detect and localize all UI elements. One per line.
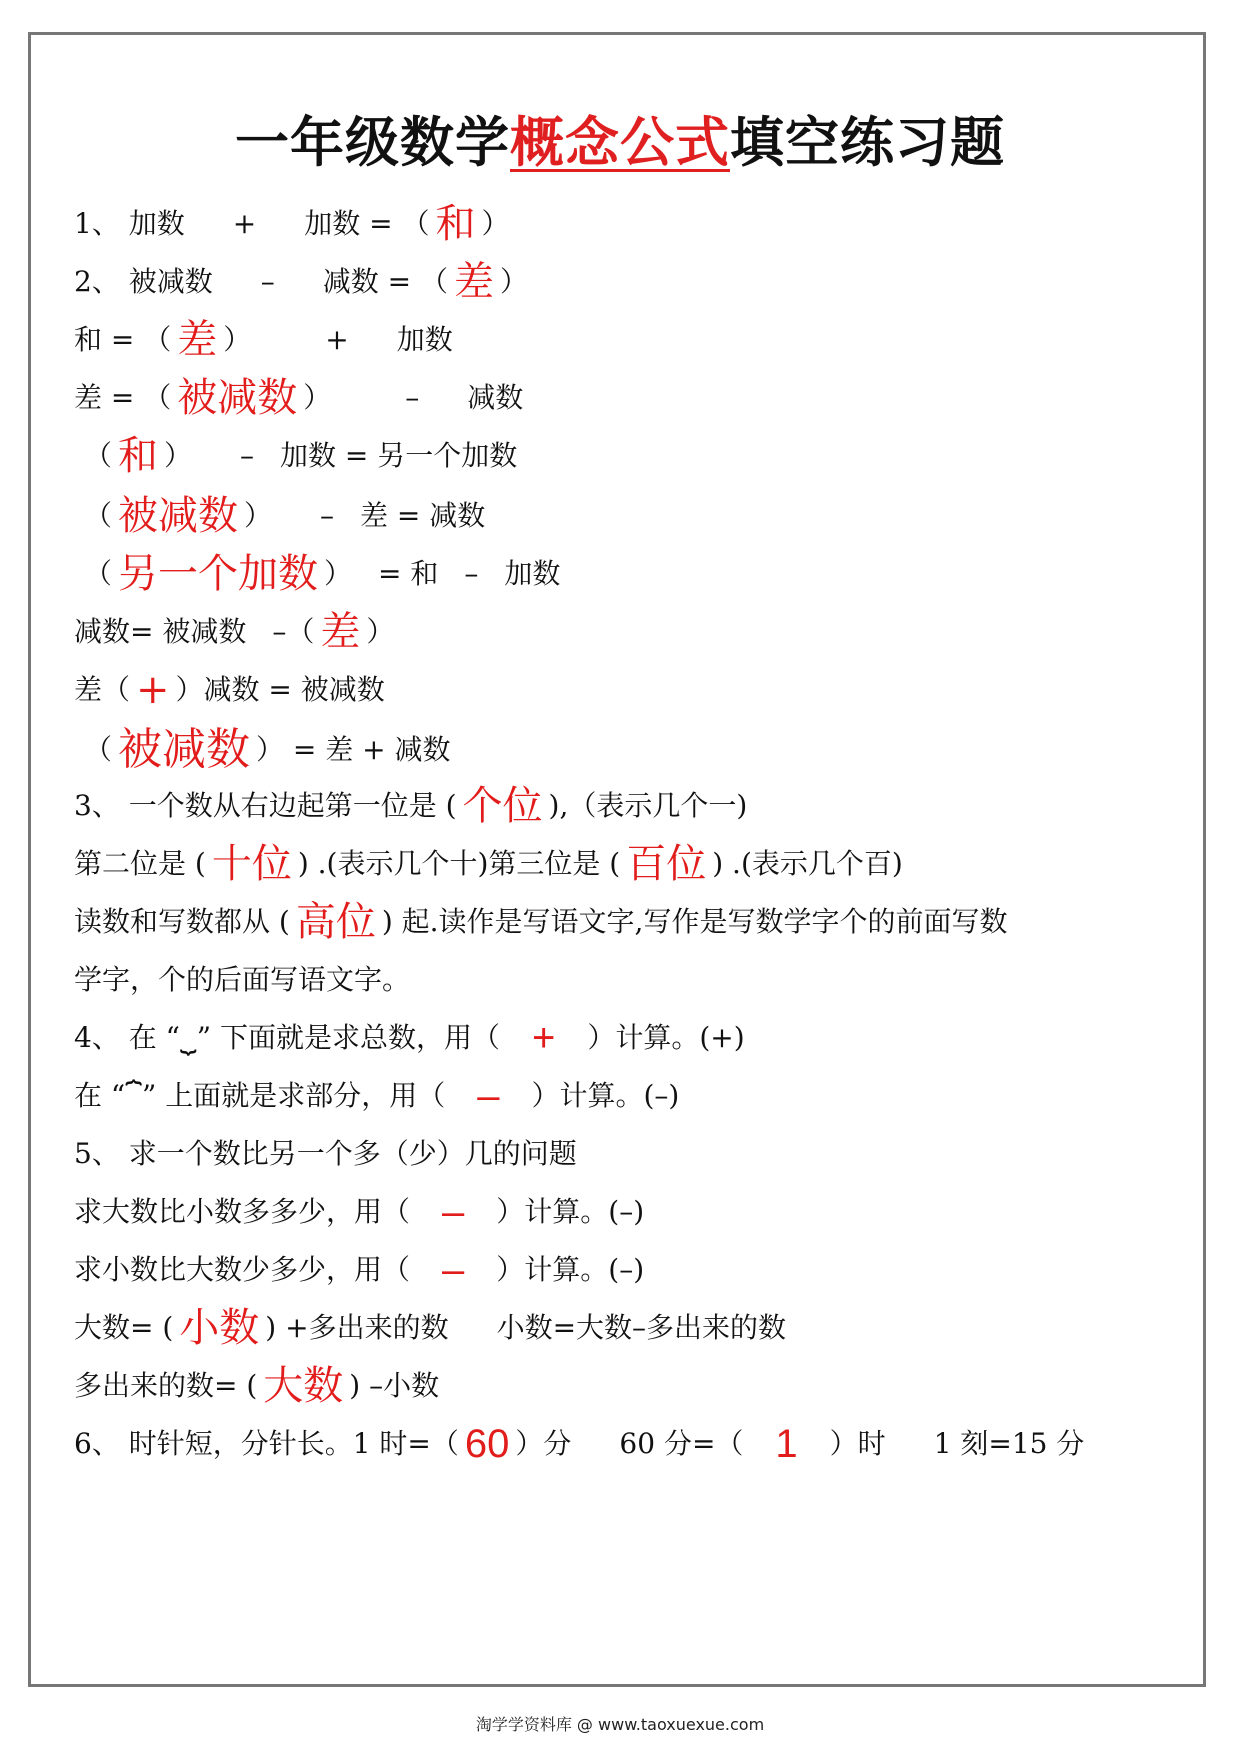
text: ）分	[515, 1427, 572, 1460]
text: ）	[303, 381, 332, 414]
operator: –	[464, 557, 479, 590]
text: 差 = （	[74, 381, 172, 414]
formula-line	[84, 544, 560, 604]
answer: 高位	[295, 899, 376, 945]
operator: –	[405, 381, 420, 414]
text: ）	[223, 323, 252, 356]
text: （	[84, 439, 113, 472]
answer: 个位	[462, 783, 543, 829]
question-5-line-4	[74, 1298, 786, 1358]
formula-line	[84, 720, 451, 780]
question-5-line-5	[74, 1356, 439, 1416]
title-suffix: 填空练习题	[730, 111, 1005, 174]
question-3	[74, 776, 747, 836]
text: ）	[244, 499, 273, 532]
text: –（	[272, 615, 315, 648]
answer: +	[531, 1016, 556, 1060]
text: ）	[324, 557, 353, 590]
text: 大数= (	[74, 1311, 174, 1344]
text: ）	[164, 439, 193, 472]
text: 小数=大数–多出来的数	[496, 1311, 787, 1344]
operator: +	[325, 323, 349, 356]
text: 加数 = 另一个加数	[280, 439, 518, 472]
answer: 和	[118, 433, 159, 479]
text: 读数和写数都从 (	[74, 905, 290, 938]
answer: 差	[453, 259, 494, 305]
text: ）	[366, 615, 395, 648]
title-highlight: 概念公式	[510, 111, 730, 174]
text: ）	[499, 265, 528, 298]
text: 求大数比小数多多少，用（	[74, 1195, 411, 1228]
answer: 被减数	[118, 724, 251, 775]
text: ） = 差 + 减数	[256, 733, 451, 766]
text: = 和	[378, 557, 439, 590]
formula-line	[84, 426, 517, 486]
formula-line	[74, 602, 394, 662]
question-4-line-2	[74, 1066, 679, 1126]
operator: –	[240, 439, 255, 472]
answer: 另一个加数	[118, 551, 319, 597]
text: 和 = （	[74, 323, 172, 356]
question-1	[74, 194, 509, 254]
text: ) .(表示几个十)第三位是 (	[297, 847, 621, 880]
answer: –	[442, 1190, 465, 1234]
text: 60 分=（	[619, 1427, 744, 1460]
text: 6、 时针短，分针长。1 时=（	[74, 1427, 459, 1460]
question-5	[74, 1124, 577, 1184]
answer: –	[477, 1074, 500, 1118]
text: 差（	[74, 673, 131, 706]
text: 3、 一个数从右边起第一位是 (	[74, 789, 457, 822]
answer: 被减数	[118, 493, 239, 539]
text: 1、 加数	[74, 207, 185, 240]
answer: 差	[177, 317, 218, 363]
text: ）	[481, 207, 510, 240]
text: 加数	[504, 557, 561, 590]
text: （	[84, 499, 113, 532]
answer: 十位	[211, 841, 292, 887]
text: 差 = 减数	[360, 499, 486, 532]
formula-line	[74, 310, 453, 370]
operator: –	[320, 499, 335, 532]
text: ) +多出来的数	[265, 1311, 449, 1344]
answer: 和	[435, 201, 476, 247]
formula-line	[74, 368, 523, 428]
text: ) 起.读作是写语文字,写作是写数学字个的前面写数	[381, 905, 1008, 938]
text: ）计算。(+)	[587, 1021, 745, 1054]
text: ）计算。(–)	[496, 1253, 645, 1286]
text: ）减数 = 被减数	[175, 673, 385, 706]
text: 求小数比大数少多少，用（	[74, 1253, 411, 1286]
text: 4、 在 “⏟” 下面就是求总数，用（	[74, 1021, 500, 1054]
text: 加数 = （	[304, 207, 430, 240]
question-5-line-2	[74, 1182, 644, 1242]
title-prefix: 一年级数学	[235, 111, 510, 174]
text: （	[84, 557, 113, 590]
text: ）计算。(–)	[496, 1195, 645, 1228]
text: ) –小数	[349, 1369, 440, 1402]
page-title	[0, 100, 1240, 177]
answer: 大数	[263, 1363, 344, 1409]
question-6	[74, 1414, 1084, 1474]
text: 在 “⏞” 上面就是求部分，用（	[74, 1079, 446, 1112]
text: （	[84, 733, 113, 766]
text: 减数	[467, 381, 524, 414]
formula-line	[74, 660, 385, 720]
text: 1 刻=15 分	[933, 1427, 1085, 1460]
answer: 小数	[179, 1305, 260, 1351]
text: ）时	[829, 1427, 886, 1460]
question-5-line-3	[74, 1240, 644, 1300]
text: 加数	[396, 323, 453, 356]
answer: 被减数	[177, 375, 298, 421]
operator: +	[232, 207, 257, 240]
answer: 60	[464, 1422, 510, 1466]
answer: 1	[775, 1422, 798, 1466]
text: ）计算。(–)	[531, 1079, 680, 1112]
operator: –	[260, 265, 275, 298]
text: 学字，个的后面写语文字。	[74, 963, 411, 996]
answer: 差	[320, 609, 361, 655]
formula-line	[84, 486, 485, 546]
answer: +	[136, 667, 170, 713]
text: ),（表示几个一)	[548, 789, 748, 822]
text: 第二位是 (	[74, 847, 206, 880]
footer-watermark: 淘学学资料库 @ www.taoxuexue.com	[475, 1715, 765, 1734]
question-3-line-2	[74, 834, 903, 894]
question-4	[74, 1008, 745, 1068]
text: 多出来的数= (	[74, 1369, 258, 1402]
question-2	[74, 252, 528, 312]
text: 减数= 被减数	[74, 615, 247, 648]
text: ) .(表示几个百)	[712, 847, 903, 880]
text: 5、 求一个数比另一个多（少）几的问题	[74, 1137, 577, 1170]
answer: –	[442, 1248, 465, 1292]
question-3-line-3	[74, 892, 1007, 952]
text: 2、 被减数	[74, 265, 213, 298]
text: 减数 = （	[322, 265, 448, 298]
answer: 百位	[626, 841, 707, 887]
question-3-line-4	[74, 950, 410, 1010]
